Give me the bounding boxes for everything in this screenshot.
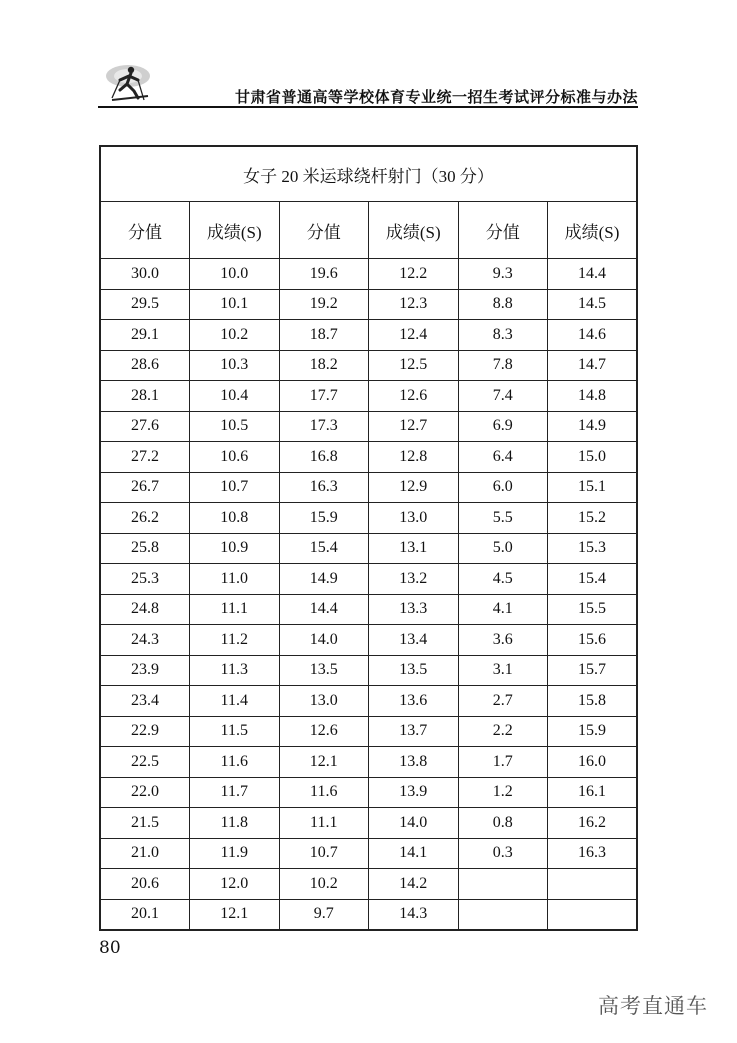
time-cell: 16.2 bbox=[548, 808, 638, 839]
time-cell: 12.5 bbox=[369, 350, 459, 381]
score-cell: 19.2 bbox=[279, 289, 369, 320]
table-row bbox=[100, 411, 637, 442]
score-cell: 7.8 bbox=[458, 350, 548, 381]
table-row bbox=[100, 777, 637, 808]
table-row bbox=[100, 350, 637, 381]
table-row bbox=[100, 503, 637, 534]
time-cell: 10.0 bbox=[190, 259, 280, 290]
score-cell bbox=[458, 899, 548, 930]
time-cell: 12.0 bbox=[190, 869, 280, 900]
time-cell: 14.7 bbox=[548, 350, 638, 381]
score-cell: 20.1 bbox=[100, 899, 190, 930]
time-cell: 15.9 bbox=[548, 716, 638, 747]
column-header-time: 成绩(S) bbox=[548, 202, 638, 259]
table-row bbox=[100, 686, 637, 717]
time-cell: 15.3 bbox=[548, 533, 638, 564]
score-cell: 17.7 bbox=[279, 381, 369, 412]
table-row bbox=[100, 533, 637, 564]
table-row bbox=[100, 899, 637, 930]
table-row bbox=[100, 838, 637, 869]
score-cell: 11.1 bbox=[279, 808, 369, 839]
time-cell: 13.3 bbox=[369, 594, 459, 625]
time-cell: 12.8 bbox=[369, 442, 459, 473]
time-cell: 14.1 bbox=[369, 838, 459, 869]
score-cell: 30.0 bbox=[100, 259, 190, 290]
column-header-row bbox=[100, 202, 637, 259]
table-row bbox=[100, 289, 637, 320]
time-cell: 13.0 bbox=[369, 503, 459, 534]
time-cell: 15.7 bbox=[548, 655, 638, 686]
time-cell: 15.1 bbox=[548, 472, 638, 503]
score-cell: 1.7 bbox=[458, 747, 548, 778]
time-cell: 13.2 bbox=[369, 564, 459, 595]
score-cell: 25.8 bbox=[100, 533, 190, 564]
table-row bbox=[100, 320, 637, 351]
time-cell: 12.3 bbox=[369, 289, 459, 320]
time-cell: 13.1 bbox=[369, 533, 459, 564]
score-cell: 13.5 bbox=[279, 655, 369, 686]
score-cell: 1.2 bbox=[458, 777, 548, 808]
time-cell: 11.3 bbox=[190, 655, 280, 686]
time-cell: 11.0 bbox=[190, 564, 280, 595]
score-cell: 4.1 bbox=[458, 594, 548, 625]
time-cell: 14.2 bbox=[369, 869, 459, 900]
score-cell: 5.0 bbox=[458, 533, 548, 564]
table-row bbox=[100, 747, 637, 778]
time-cell bbox=[548, 899, 638, 930]
score-cell: 2.7 bbox=[458, 686, 548, 717]
score-cell: 15.9 bbox=[279, 503, 369, 534]
time-cell: 14.0 bbox=[369, 808, 459, 839]
header-divider bbox=[98, 106, 638, 108]
score-cell: 8.3 bbox=[458, 320, 548, 351]
time-cell: 10.3 bbox=[190, 350, 280, 381]
time-cell: 10.7 bbox=[190, 472, 280, 503]
column-header-time: 成绩(S) bbox=[369, 202, 459, 259]
table-row bbox=[100, 655, 637, 686]
time-cell: 11.5 bbox=[190, 716, 280, 747]
table-body bbox=[100, 259, 637, 931]
time-cell: 13.4 bbox=[369, 625, 459, 656]
score-cell: 16.3 bbox=[279, 472, 369, 503]
time-cell: 16.0 bbox=[548, 747, 638, 778]
time-cell: 14.4 bbox=[548, 259, 638, 290]
time-cell: 11.2 bbox=[190, 625, 280, 656]
time-cell: 11.6 bbox=[190, 747, 280, 778]
time-cell: 10.5 bbox=[190, 411, 280, 442]
score-cell: 6.9 bbox=[458, 411, 548, 442]
score-cell: 8.8 bbox=[458, 289, 548, 320]
time-cell: 11.8 bbox=[190, 808, 280, 839]
score-cell: 27.6 bbox=[100, 411, 190, 442]
time-cell: 10.1 bbox=[190, 289, 280, 320]
score-cell: 22.0 bbox=[100, 777, 190, 808]
score-cell: 20.6 bbox=[100, 869, 190, 900]
time-cell: 11.7 bbox=[190, 777, 280, 808]
score-cell: 9.3 bbox=[458, 259, 548, 290]
column-header-score: 分值 bbox=[100, 202, 190, 259]
time-cell: 15.0 bbox=[548, 442, 638, 473]
time-cell: 12.4 bbox=[369, 320, 459, 351]
table-row bbox=[100, 381, 637, 412]
time-cell: 13.7 bbox=[369, 716, 459, 747]
time-cell: 10.6 bbox=[190, 442, 280, 473]
score-cell: 24.8 bbox=[100, 594, 190, 625]
time-cell: 11.9 bbox=[190, 838, 280, 869]
time-cell: 14.8 bbox=[548, 381, 638, 412]
score-cell: 13.0 bbox=[279, 686, 369, 717]
score-cell: 28.1 bbox=[100, 381, 190, 412]
table-row bbox=[100, 625, 637, 656]
score-cell: 18.2 bbox=[279, 350, 369, 381]
time-cell: 16.3 bbox=[548, 838, 638, 869]
score-cell: 29.1 bbox=[100, 320, 190, 351]
score-cell: 0.8 bbox=[458, 808, 548, 839]
time-cell: 11.1 bbox=[190, 594, 280, 625]
score-cell: 14.4 bbox=[279, 594, 369, 625]
score-cell: 14.0 bbox=[279, 625, 369, 656]
table-row bbox=[100, 716, 637, 747]
table-row bbox=[100, 564, 637, 595]
score-cell: 14.9 bbox=[279, 564, 369, 595]
table-row bbox=[100, 442, 637, 473]
time-cell: 10.2 bbox=[190, 320, 280, 351]
score-cell: 26.2 bbox=[100, 503, 190, 534]
score-cell: 27.2 bbox=[100, 442, 190, 473]
column-header-time: 成绩(S) bbox=[190, 202, 280, 259]
table-row bbox=[100, 594, 637, 625]
score-cell: 24.3 bbox=[100, 625, 190, 656]
time-cell: 12.2 bbox=[369, 259, 459, 290]
table-row bbox=[100, 869, 637, 900]
time-cell: 12.7 bbox=[369, 411, 459, 442]
score-cell: 3.1 bbox=[458, 655, 548, 686]
score-cell: 5.5 bbox=[458, 503, 548, 534]
time-cell: 14.5 bbox=[548, 289, 638, 320]
time-cell: 13.8 bbox=[369, 747, 459, 778]
score-cell bbox=[458, 869, 548, 900]
time-cell: 14.9 bbox=[548, 411, 638, 442]
score-cell: 0.3 bbox=[458, 838, 548, 869]
score-cell: 6.4 bbox=[458, 442, 548, 473]
score-cell: 2.2 bbox=[458, 716, 548, 747]
score-cell: 16.8 bbox=[279, 442, 369, 473]
time-cell: 10.4 bbox=[190, 381, 280, 412]
score-cell: 4.5 bbox=[458, 564, 548, 595]
watermark: 高考直通车 bbox=[598, 994, 708, 1018]
time-cell: 14.3 bbox=[369, 899, 459, 930]
score-cell: 18.7 bbox=[279, 320, 369, 351]
score-cell: 7.4 bbox=[458, 381, 548, 412]
score-cell: 15.4 bbox=[279, 533, 369, 564]
score-table bbox=[99, 145, 638, 931]
table-row bbox=[100, 808, 637, 839]
score-cell: 17.3 bbox=[279, 411, 369, 442]
score-cell: 3.6 bbox=[458, 625, 548, 656]
score-cell: 28.6 bbox=[100, 350, 190, 381]
score-cell: 21.5 bbox=[100, 808, 190, 839]
score-cell: 25.3 bbox=[100, 564, 190, 595]
time-cell bbox=[548, 869, 638, 900]
score-cell: 21.0 bbox=[100, 838, 190, 869]
time-cell: 12.6 bbox=[369, 381, 459, 412]
time-cell: 15.4 bbox=[548, 564, 638, 595]
score-cell: 23.9 bbox=[100, 655, 190, 686]
time-cell: 14.6 bbox=[548, 320, 638, 351]
score-cell: 12.6 bbox=[279, 716, 369, 747]
column-header-score: 分值 bbox=[279, 202, 369, 259]
score-cell: 29.5 bbox=[100, 289, 190, 320]
score-cell: 26.7 bbox=[100, 472, 190, 503]
time-cell: 15.5 bbox=[548, 594, 638, 625]
time-cell: 12.1 bbox=[190, 899, 280, 930]
score-cell: 10.7 bbox=[279, 838, 369, 869]
time-cell: 16.1 bbox=[548, 777, 638, 808]
time-cell: 13.5 bbox=[369, 655, 459, 686]
time-cell: 11.4 bbox=[190, 686, 280, 717]
score-cell: 9.7 bbox=[279, 899, 369, 930]
page-number: 80 bbox=[99, 938, 121, 958]
time-cell: 12.9 bbox=[369, 472, 459, 503]
skier-icon bbox=[98, 60, 158, 108]
header-title: 甘肃省普通高等学校体育专业统一招生考试评分标准与办法 bbox=[234, 88, 638, 106]
time-cell: 15.6 bbox=[548, 625, 638, 656]
score-cell: 22.9 bbox=[100, 716, 190, 747]
time-cell: 15.8 bbox=[548, 686, 638, 717]
table-row bbox=[100, 472, 637, 503]
time-cell: 15.2 bbox=[548, 503, 638, 534]
page-header bbox=[98, 60, 638, 110]
table-row bbox=[100, 259, 637, 290]
score-cell: 22.5 bbox=[100, 747, 190, 778]
score-cell: 6.0 bbox=[458, 472, 548, 503]
time-cell: 13.6 bbox=[369, 686, 459, 717]
table-title: 女子 20 米运球绕杆射门（30 分） bbox=[100, 146, 637, 202]
time-cell: 10.9 bbox=[190, 533, 280, 564]
score-cell: 10.2 bbox=[279, 869, 369, 900]
column-header-score: 分值 bbox=[458, 202, 548, 259]
time-cell: 10.8 bbox=[190, 503, 280, 534]
score-cell: 11.6 bbox=[279, 777, 369, 808]
score-cell: 19.6 bbox=[279, 259, 369, 290]
time-cell: 13.9 bbox=[369, 777, 459, 808]
score-cell: 12.1 bbox=[279, 747, 369, 778]
score-cell: 23.4 bbox=[100, 686, 190, 717]
